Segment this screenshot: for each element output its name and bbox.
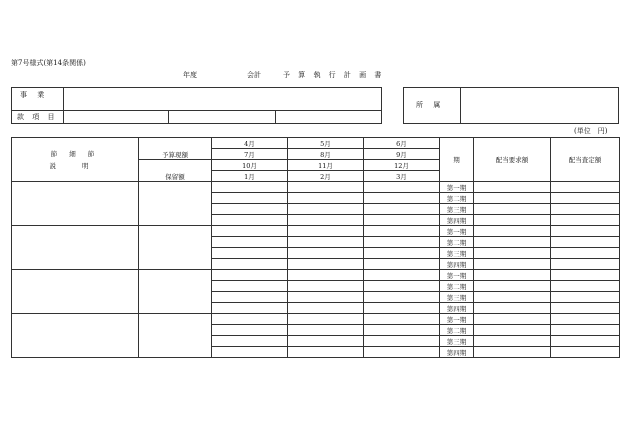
satei-header: 配当査定額	[551, 138, 620, 182]
amount-cell[interactable]	[288, 248, 364, 259]
yokyu-cell[interactable]	[474, 226, 551, 237]
period-label: 第三期	[440, 204, 474, 215]
amount-cell[interactable]	[212, 336, 288, 347]
satei-cell[interactable]	[551, 193, 620, 204]
amount-cell[interactable]	[288, 204, 364, 215]
yokyu-header: 配当要求額	[474, 138, 551, 182]
yosan-input[interactable]	[139, 182, 212, 226]
amount-cell[interactable]	[212, 204, 288, 215]
period-label: 第三期	[440, 248, 474, 259]
period-label: 第二期	[440, 281, 474, 292]
yokyu-cell[interactable]	[474, 292, 551, 303]
month-cell: 9月	[364, 149, 440, 160]
amount-cell[interactable]	[364, 347, 440, 358]
month-cell: 4月	[212, 138, 288, 149]
yosan-input[interactable]	[139, 314, 212, 358]
setsumei-label: 説 明	[49, 161, 101, 170]
period-label: 第二期	[440, 237, 474, 248]
amount-cell[interactable]	[288, 314, 364, 325]
yokyu-cell[interactable]	[474, 281, 551, 292]
month-cell: 7月	[212, 149, 288, 160]
amount-cell[interactable]	[288, 226, 364, 237]
amount-cell[interactable]	[364, 237, 440, 248]
kan-field[interactable]	[64, 111, 168, 123]
amount-cell[interactable]	[212, 303, 288, 314]
satei-cell[interactable]	[551, 215, 620, 226]
amount-cell[interactable]	[364, 303, 440, 314]
yokyu-cell[interactable]	[474, 193, 551, 204]
yokyu-cell[interactable]	[474, 270, 551, 281]
amount-cell[interactable]	[364, 325, 440, 336]
title-year: 年度	[183, 71, 197, 79]
period-label: 第一期	[440, 226, 474, 237]
amount-cell[interactable]	[364, 182, 440, 193]
amount-cell[interactable]	[288, 303, 364, 314]
setsu-input[interactable]	[12, 314, 139, 358]
yokyu-cell[interactable]	[474, 204, 551, 215]
period-label: 第三期	[440, 292, 474, 303]
execution-plan-table	[11, 137, 620, 358]
amount-cell[interactable]	[288, 281, 364, 292]
amount-cell[interactable]	[288, 270, 364, 281]
amount-cell[interactable]	[364, 314, 440, 325]
period-label: 第三期	[440, 336, 474, 347]
amount-cell[interactable]	[364, 336, 440, 347]
satei-cell[interactable]	[551, 314, 620, 325]
month-cell: 10月	[212, 160, 288, 171]
setsu-label: 節 細 節	[50, 149, 100, 158]
amount-cell[interactable]	[364, 193, 440, 204]
yokyu-cell[interactable]	[474, 314, 551, 325]
amount-cell[interactable]	[212, 347, 288, 358]
month-cell: 12月	[364, 160, 440, 171]
setsu-input[interactable]	[12, 226, 139, 270]
satei-cell[interactable]	[551, 237, 620, 248]
satei-cell[interactable]	[551, 259, 620, 270]
amount-cell[interactable]	[364, 204, 440, 215]
month-cell: 5月	[288, 138, 364, 149]
amount-cell[interactable]	[364, 259, 440, 270]
month-cell: 2月	[288, 171, 364, 182]
period-label: 第四期	[440, 215, 474, 226]
amount-cell[interactable]	[288, 237, 364, 248]
yosan-header: 予算現額	[139, 138, 212, 160]
form-number: 第7号様式(第14条関係)	[11, 59, 86, 67]
amount-cell[interactable]	[364, 281, 440, 292]
amount-cell[interactable]	[288, 325, 364, 336]
satei-cell[interactable]	[551, 347, 620, 358]
horyu-header: 保留額	[139, 160, 212, 182]
period-label: 第四期	[440, 303, 474, 314]
amount-cell[interactable]	[212, 314, 288, 325]
amount-cell[interactable]	[212, 182, 288, 193]
yokyu-cell[interactable]	[474, 303, 551, 314]
satei-cell[interactable]	[551, 292, 620, 303]
amount-cell[interactable]	[288, 193, 364, 204]
jigyo-field[interactable]	[64, 88, 381, 110]
satei-cell[interactable]	[551, 204, 620, 215]
satei-cell[interactable]	[551, 325, 620, 336]
amount-cell[interactable]	[212, 237, 288, 248]
setsu-input[interactable]	[12, 182, 139, 226]
period-label: 第一期	[440, 270, 474, 281]
jigyo-label: 事 業	[20, 91, 49, 99]
month-cell: 6月	[364, 138, 440, 149]
yokyu-cell[interactable]	[474, 336, 551, 347]
document-title: 予 算 執 行 計 画 書	[283, 71, 385, 79]
setsu-input[interactable]	[12, 270, 139, 314]
satei-cell[interactable]	[551, 226, 620, 237]
amount-cell[interactable]	[212, 259, 288, 270]
satei-cell[interactable]	[551, 336, 620, 347]
month-cell: 8月	[288, 149, 364, 160]
amount-cell[interactable]	[288, 336, 364, 347]
kanmoku-label: 款 項 目	[17, 113, 58, 121]
period-label: 第二期	[440, 193, 474, 204]
yokyu-cell[interactable]	[474, 237, 551, 248]
amount-cell[interactable]	[288, 259, 364, 270]
amount-cell[interactable]	[212, 226, 288, 237]
unit-label: (単位 円)	[574, 127, 608, 135]
title-account: 会計	[247, 71, 261, 79]
yokyu-cell[interactable]	[474, 248, 551, 259]
satei-cell[interactable]	[551, 281, 620, 292]
setsu-header	[12, 138, 139, 182]
month-cell: 3月	[364, 171, 440, 182]
moku-field[interactable]	[276, 111, 381, 123]
shozoku-label: 所 属	[416, 101, 445, 109]
shozoku-field[interactable]	[461, 88, 618, 123]
amount-cell[interactable]	[212, 248, 288, 259]
satei-cell[interactable]	[551, 303, 620, 314]
kou-field[interactable]	[169, 111, 275, 123]
period-label: 第四期	[440, 259, 474, 270]
month-cell: 1月	[212, 171, 288, 182]
yosan-input[interactable]	[139, 270, 212, 314]
yokyu-cell[interactable]	[474, 347, 551, 358]
yokyu-cell[interactable]	[474, 215, 551, 226]
yokyu-cell[interactable]	[474, 182, 551, 193]
amount-cell[interactable]	[364, 215, 440, 226]
period-label: 第一期	[440, 182, 474, 193]
satei-cell[interactable]	[551, 248, 620, 259]
yokyu-cell[interactable]	[474, 325, 551, 336]
amount-cell[interactable]	[288, 182, 364, 193]
period-label: 第四期	[440, 347, 474, 358]
month-cell: 11月	[288, 160, 364, 171]
amount-cell[interactable]	[364, 248, 440, 259]
amount-cell[interactable]	[212, 193, 288, 204]
amount-cell[interactable]	[364, 226, 440, 237]
amount-cell[interactable]	[364, 270, 440, 281]
amount-cell[interactable]	[288, 292, 364, 303]
ki-header: 期	[440, 138, 474, 182]
yosan-input[interactable]	[139, 226, 212, 270]
yokyu-cell[interactable]	[474, 259, 551, 270]
amount-cell[interactable]	[288, 215, 364, 226]
amount-cell[interactable]	[212, 281, 288, 292]
amount-cell[interactable]	[212, 215, 288, 226]
period-label: 第二期	[440, 325, 474, 336]
amount-cell[interactable]	[212, 270, 288, 281]
amount-cell[interactable]	[212, 325, 288, 336]
amount-cell[interactable]	[364, 292, 440, 303]
amount-cell[interactable]	[212, 292, 288, 303]
amount-cell[interactable]	[288, 347, 364, 358]
satei-cell[interactable]	[551, 182, 620, 193]
period-label: 第一期	[440, 314, 474, 325]
satei-cell[interactable]	[551, 270, 620, 281]
